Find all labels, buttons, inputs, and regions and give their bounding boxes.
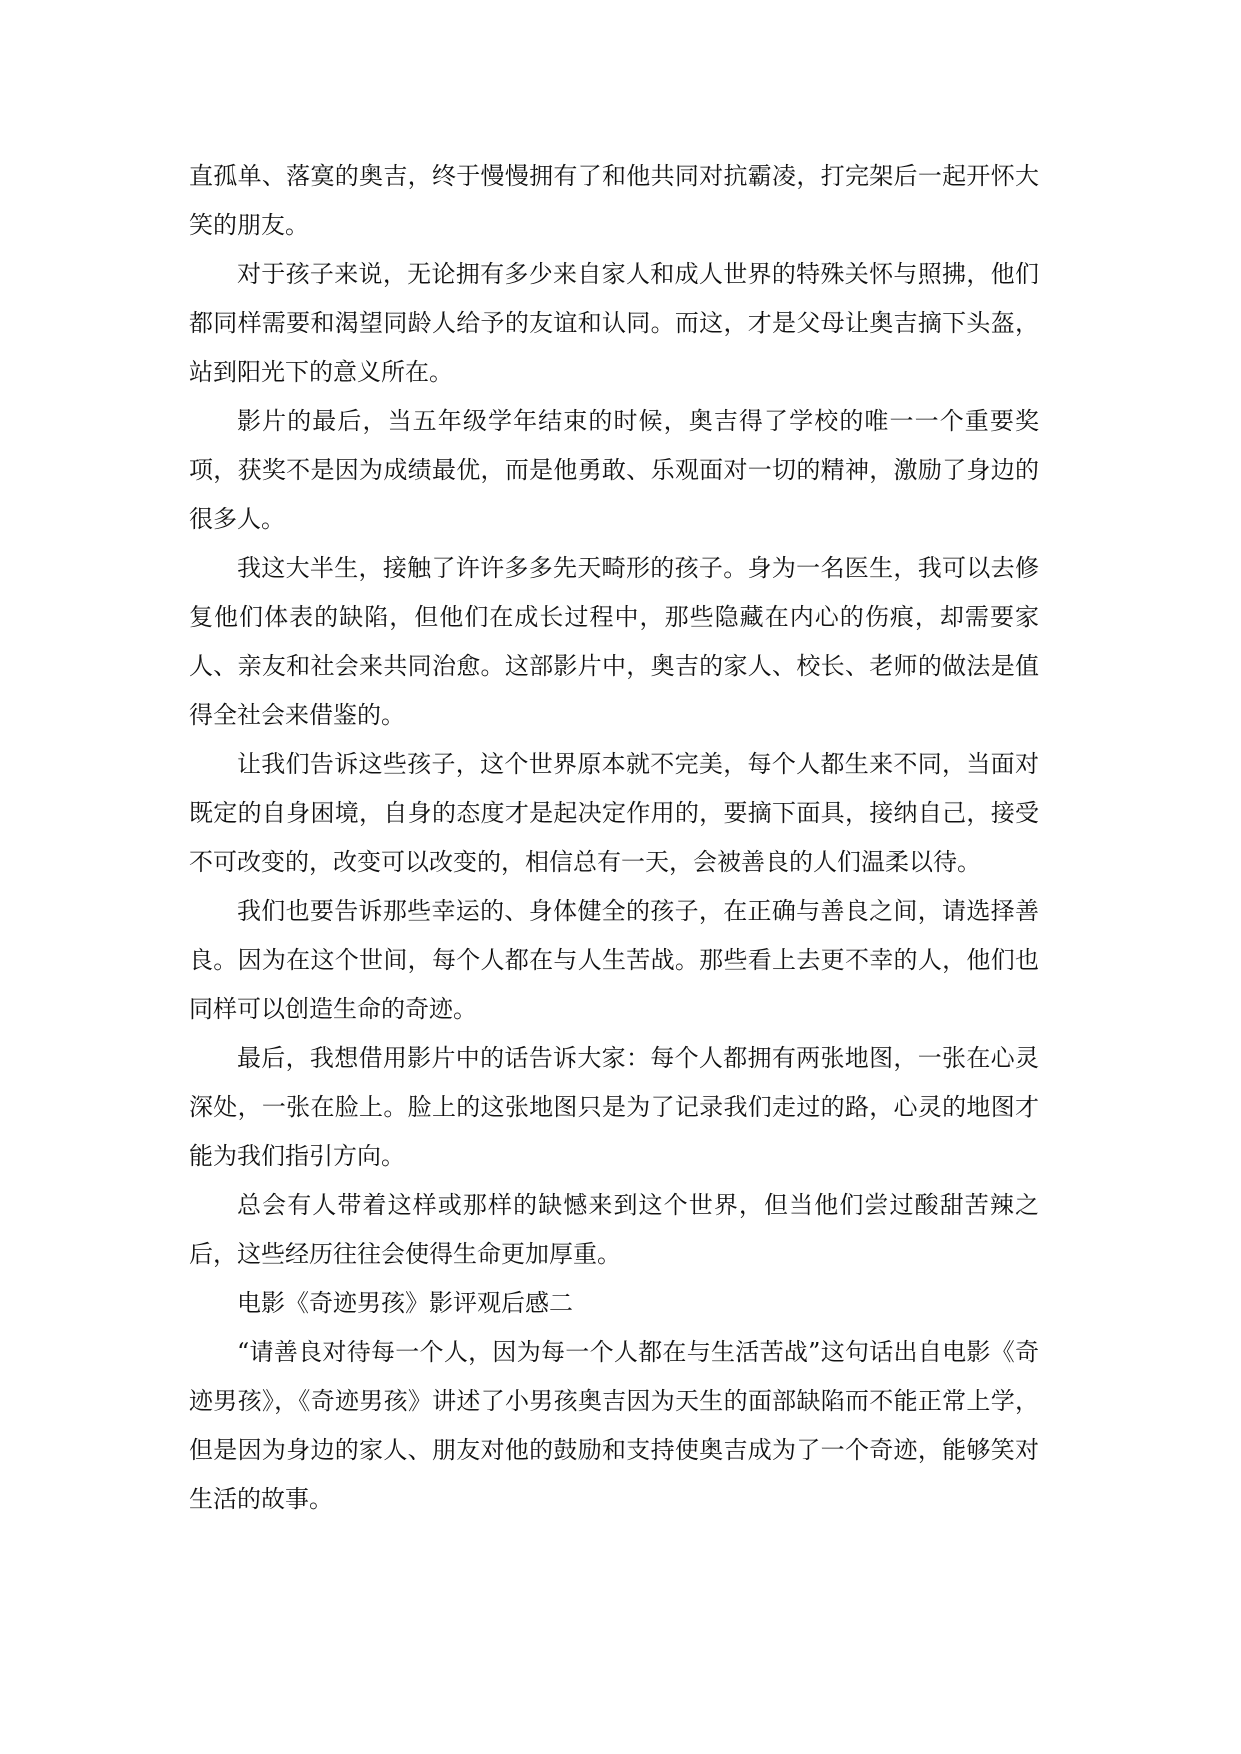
paragraph: 我们也要告诉那些幸运的、身体健全的孩子，在正确与善良之间，请选择善良。因为在这个世间，每个人都在与人生苦战。那些看上去更不幸的人，他们也同样可以创造生命的奇迹。 xyxy=(189,897,1039,1023)
document-body xyxy=(189,152,1039,1524)
paragraph: 影片的最后，当五年级学年结束的时候，奥吉得了学校的唯一一个重要奖项，获奖不是因为成绩最优，而是他勇敢、乐观面对一切的精神，激励了身边的很多人。 xyxy=(189,407,1039,533)
paragraph: 让我们告诉这些孩子，这个世界原本就不完美，每个人都生来不同，当面对既定的自身困境，自身的态度才是起决定作用的，要摘下面具，接纳自己，接受不可改变的，改变可以改变的，相信总有一天，会被善良的人们温柔以待。 xyxy=(189,750,1039,876)
paragraph: 最后，我想借用影片中的话告诉大家：每个人都拥有两张地图，一张在心灵深处，一张在脸上。脸上的这张地图只是为了记录我们走过的路，心灵的地图才能为我们指引方向。 xyxy=(189,1044,1039,1170)
paragraph: 对于孩子来说，无论拥有多少来自家人和成人世界的特殊关怀与照拂，他们都同样需要和渴望同龄人给予的友谊和认同。而这，才是父母让奥吉摘下头盔，站到阳光下的意义所在。 xyxy=(189,260,1039,386)
paragraph-continuation: 直孤单、落寞的奥吉，终于慢慢拥有了和他共同对抗霸凌，打完架后一起开怀大笑的朋友。 xyxy=(189,162,1039,239)
paragraph: 总会有人带着这样或那样的缺憾来到这个世界，但当他们尝过酸甜苦辣之后，这些经历往往会使得生命更加厚重。 xyxy=(189,1191,1039,1268)
paragraph: 我这大半生，接触了许许多多先天畸形的孩子。身为一名医生，我可以去修复他们体表的缺陷，但他们在成长过程中，那些隐藏在内心的伤痕，却需要家人、亲友和社会来共同治愈。这部影片中，奥吉的家人、校长、老师的做法是值得全社会来借鉴的。 xyxy=(189,554,1039,729)
section-heading: 电影《奇迹男孩》影评观后感二 xyxy=(237,1289,573,1317)
paragraph: “请善良对待每一个人，因为每一个人都在与生活苦战”这句话出自电影《奇迹男孩》，《奇迹男孩》讲述了小男孩奥吉因为天生的面部缺陷而不能正常上学，但是因为身边的家人、朋友对他的鼓励和支持使奥吉成为了一个奇迹，能够笑对生活的故事。 xyxy=(189,1338,1039,1513)
